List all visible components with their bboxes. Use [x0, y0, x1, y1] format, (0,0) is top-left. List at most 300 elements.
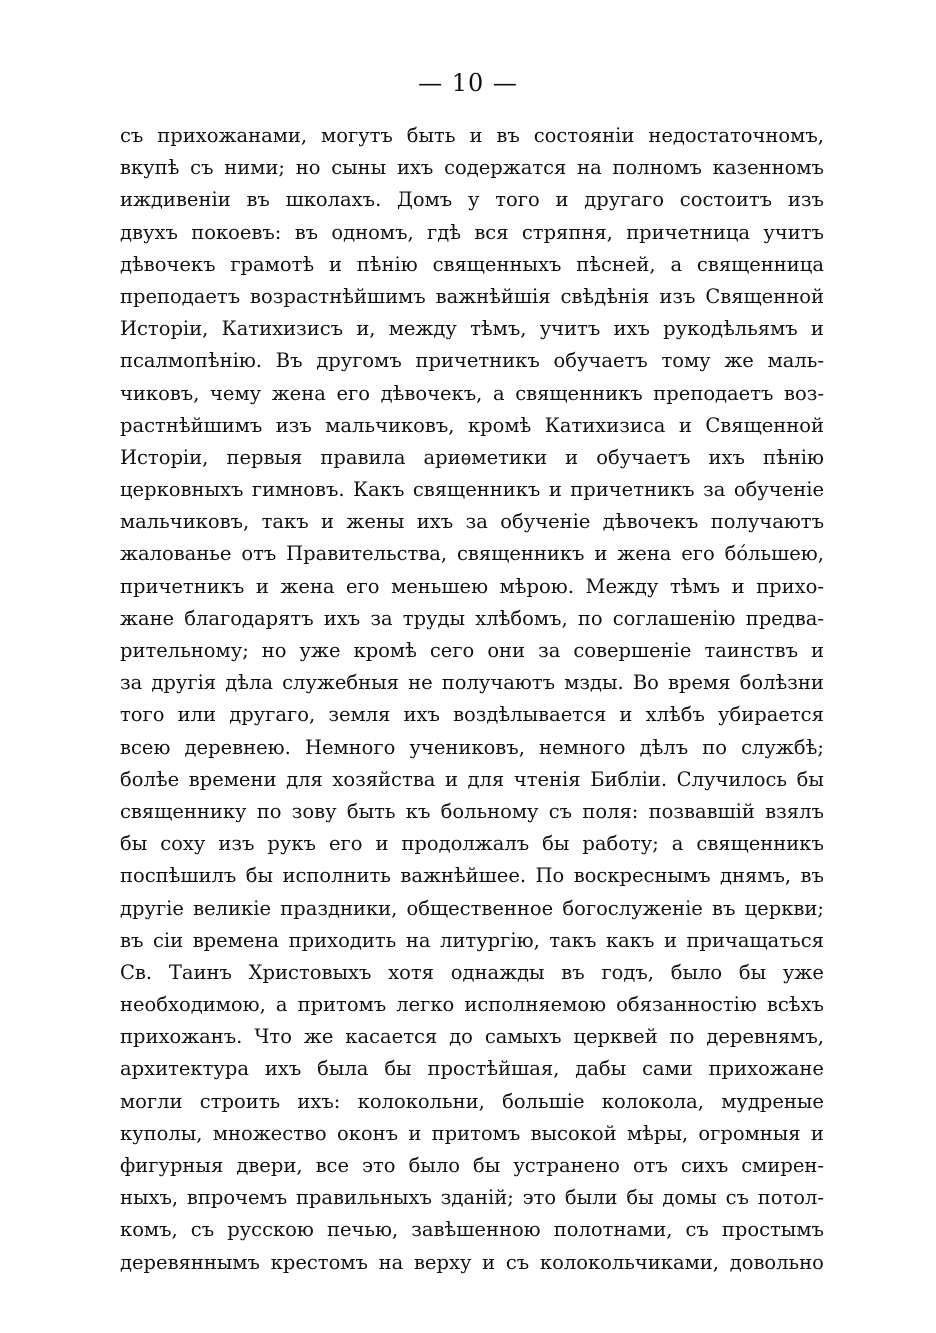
- word: и: [811, 639, 824, 662]
- word: другомъ: [316, 349, 402, 373]
- word: школахъ.: [285, 188, 382, 212]
- word: Въ: [275, 349, 303, 373]
- word: Случилось: [676, 767, 788, 791]
- word: Таинъ: [168, 960, 232, 984]
- word: другiя: [151, 671, 217, 695]
- word: изъ: [275, 413, 312, 437]
- word: въ: [800, 864, 824, 888]
- word: другаго,: [229, 703, 316, 727]
- word: хозяйства: [332, 767, 436, 791]
- word: однажды: [450, 960, 545, 984]
- word: рительному;: [120, 639, 249, 662]
- word: и: [663, 928, 677, 952]
- word: мѣры,: [626, 1121, 689, 1145]
- text-line: [120, 152, 824, 184]
- word: деревнею.: [184, 735, 291, 759]
- word: причетникъ: [570, 478, 695, 502]
- word: мудреные: [721, 1089, 824, 1113]
- word: воздѣлывается: [453, 703, 607, 727]
- word: взялъ: [765, 799, 824, 823]
- word: предва-: [745, 606, 824, 630]
- word: продолжалъ: [401, 832, 530, 856]
- word: годъ,: [601, 960, 655, 984]
- word: Исторiи,: [120, 445, 209, 469]
- text-line: [120, 603, 824, 635]
- word: сихъ: [680, 1154, 729, 1177]
- word: церкви;: [744, 896, 824, 920]
- word: состоянiи: [533, 124, 635, 147]
- word: работу;: [582, 832, 659, 856]
- word: для: [467, 767, 505, 791]
- word: прихожанами,: [157, 124, 308, 147]
- text-line: [120, 1247, 824, 1279]
- word: по: [577, 606, 603, 630]
- word: кромѣ: [353, 639, 417, 662]
- word: получаютъ: [441, 671, 556, 695]
- word: ихъ: [264, 1057, 302, 1081]
- text-line: [120, 957, 824, 989]
- word: зову: [291, 799, 337, 823]
- word: получаютъ: [710, 510, 824, 534]
- word: бы: [542, 832, 570, 856]
- word: не: [408, 671, 433, 695]
- word: Катихизисъ: [221, 317, 344, 341]
- word: поля:: [582, 799, 639, 823]
- word: уже: [299, 639, 341, 662]
- word: и: [555, 188, 569, 212]
- word: рукъ: [267, 832, 316, 856]
- word: и: [255, 574, 269, 598]
- word: притомъ: [431, 1121, 521, 1145]
- word: пѣсней,: [576, 252, 656, 276]
- word: возрастнѣйшимъ: [250, 284, 426, 308]
- word: его: [336, 381, 370, 405]
- word: обученiе: [733, 478, 824, 502]
- text-line: [120, 1214, 824, 1246]
- text-line: [120, 378, 824, 410]
- word: прихожане: [708, 1057, 824, 1081]
- word: приходить: [288, 928, 397, 952]
- word: фигурныя: [120, 1154, 224, 1177]
- word: первыя: [226, 445, 303, 469]
- word: маль-: [767, 349, 824, 373]
- word: соху: [160, 832, 206, 856]
- word: жена: [280, 574, 335, 598]
- body-text: [120, 120, 824, 1279]
- word: въ: [294, 220, 319, 244]
- word: покоевъ:: [191, 220, 282, 244]
- word: гдѣ: [427, 220, 461, 244]
- word: воскреснымъ: [573, 864, 711, 888]
- word: пѣнiю: [763, 445, 824, 469]
- word: уже: [782, 960, 824, 984]
- word: смирен-: [741, 1154, 824, 1177]
- word: содержатся: [444, 156, 567, 180]
- word: съ: [548, 799, 573, 823]
- text-line: [120, 313, 824, 345]
- word: бы: [473, 1154, 501, 1177]
- word: чиковъ,: [120, 381, 200, 405]
- word: и: [594, 542, 608, 566]
- word: Христовыхъ: [248, 960, 372, 984]
- word: въ: [561, 960, 585, 984]
- word: его: [328, 832, 363, 856]
- word: въ: [712, 896, 736, 920]
- word: верху: [413, 1250, 472, 1274]
- text-line: [120, 249, 824, 281]
- word: церковныхъ: [120, 478, 244, 502]
- word: и: [444, 767, 458, 791]
- word: бы: [384, 1057, 412, 1081]
- word: довольно: [729, 1250, 824, 1274]
- word: сыны: [331, 156, 387, 180]
- word: Домъ: [397, 188, 453, 212]
- word: за: [120, 671, 143, 695]
- word: гимновъ.: [251, 478, 345, 502]
- word: свѣдѣнiя: [560, 284, 650, 308]
- word: литургiю,: [440, 928, 540, 952]
- word: правила: [320, 445, 406, 469]
- word: поспѣшилъ: [120, 864, 237, 888]
- word: днямъ,: [720, 864, 792, 888]
- word: причетница: [626, 220, 751, 244]
- word: комъ,: [120, 1218, 178, 1242]
- word: его: [681, 542, 715, 566]
- word: самыхъ: [484, 1025, 562, 1049]
- word: ихъ: [613, 317, 650, 341]
- word: огромныя: [698, 1121, 801, 1145]
- word: за: [538, 639, 561, 662]
- word: у: [467, 188, 480, 212]
- word: богослуженiе: [562, 896, 703, 920]
- word: стряпня,: [521, 220, 613, 244]
- word: это: [362, 1154, 396, 1177]
- word: дѣла: [225, 671, 274, 695]
- word: домы: [662, 1186, 717, 1210]
- word: на: [378, 1250, 404, 1274]
- word: ними;: [224, 156, 285, 180]
- text-line: [120, 1086, 824, 1118]
- text-line: [120, 667, 824, 699]
- word: Какъ: [353, 478, 405, 502]
- word: По: [535, 864, 565, 888]
- word: и: [328, 252, 342, 276]
- word: Священной: [705, 284, 824, 308]
- word: ихъ:: [297, 1089, 341, 1113]
- text-line: [120, 281, 824, 313]
- word: въ: [496, 124, 520, 147]
- text-line: [120, 120, 824, 152]
- word: важнѣйшее.: [400, 864, 527, 888]
- word: службѣ;: [741, 735, 824, 759]
- word: и: [565, 445, 579, 469]
- word: ихъ: [323, 606, 361, 630]
- word: но: [295, 156, 321, 180]
- word: и: [678, 413, 692, 437]
- word: могутъ: [321, 124, 393, 147]
- word: по: [256, 799, 282, 823]
- word: всѣхъ: [766, 993, 824, 1017]
- word: простѣйшая,: [427, 1057, 560, 1081]
- word: и: [482, 1250, 496, 1274]
- word: быть: [406, 124, 456, 147]
- word: жалованье: [120, 542, 232, 566]
- word: время: [668, 671, 731, 695]
- word: касается: [345, 1025, 438, 1049]
- word: полотнами,: [553, 1218, 673, 1242]
- word: больному: [440, 799, 539, 823]
- word: притомъ: [297, 993, 387, 1017]
- word: до: [449, 1025, 473, 1049]
- word: устранено: [513, 1154, 620, 1177]
- text-line: [120, 1021, 824, 1053]
- word: въ: [246, 188, 270, 212]
- word: Между: [585, 574, 659, 598]
- word: потол-: [757, 1186, 824, 1210]
- word: вся: [474, 220, 509, 244]
- word: жена: [617, 542, 672, 566]
- word: бы: [796, 767, 824, 791]
- word: обязанностiю: [616, 993, 757, 1017]
- word: мальчиковъ,: [120, 510, 250, 534]
- word: архитектура: [120, 1057, 249, 1081]
- text-line: [120, 732, 824, 764]
- word: оконъ: [336, 1121, 399, 1145]
- word: важнѣйшiя: [435, 284, 551, 308]
- word: простымъ: [721, 1218, 824, 1242]
- word: священникъ: [457, 542, 585, 566]
- word: жена: [271, 381, 326, 405]
- word: ныхъ,: [120, 1186, 179, 1210]
- word: въ: [120, 928, 144, 952]
- word: и: [469, 124, 483, 147]
- word: соглашенiю: [612, 606, 736, 630]
- word: Священной: [705, 413, 824, 437]
- word: дѣвочекъ: [120, 252, 216, 276]
- word: колокола,: [601, 1089, 704, 1113]
- word: причетникъ: [415, 349, 540, 373]
- text-line: [120, 925, 824, 957]
- word: бóльшею,: [724, 542, 824, 566]
- word: совершенiе: [573, 639, 692, 662]
- word: и,: [356, 317, 376, 341]
- word: Катихизиса: [544, 413, 666, 437]
- word: такъ: [261, 510, 309, 534]
- word: казенномъ: [712, 156, 824, 180]
- word: по: [669, 1025, 695, 1049]
- word: между: [388, 317, 457, 341]
- word: быть: [346, 799, 396, 823]
- word: и: [619, 703, 633, 727]
- word: ариѳметики: [423, 445, 548, 469]
- word: исполнить: [282, 864, 391, 888]
- word: съ: [725, 1186, 749, 1210]
- text-line: [120, 828, 824, 860]
- word: Правительства,: [286, 542, 448, 566]
- word: и: [408, 1121, 422, 1145]
- text-line: [120, 635, 824, 667]
- text-line: [120, 410, 824, 442]
- word: множество: [212, 1121, 327, 1145]
- word: были: [564, 1186, 618, 1210]
- word: причащаться: [686, 928, 824, 952]
- word: общественное: [406, 896, 554, 920]
- word: хотя: [388, 960, 434, 984]
- word: было: [408, 1154, 460, 1177]
- word: такъ: [549, 928, 597, 952]
- word: колокольни,: [357, 1089, 485, 1113]
- word: и: [375, 832, 389, 856]
- word: Во: [632, 671, 659, 695]
- word: причетникъ: [120, 574, 245, 598]
- word: было: [670, 960, 723, 984]
- text-line: [120, 764, 824, 796]
- word: сего: [429, 639, 475, 662]
- word: священнику: [120, 799, 247, 823]
- word: таинствъ: [704, 639, 798, 662]
- word: болѣе: [120, 767, 180, 791]
- word: полномъ: [612, 156, 702, 180]
- word: дабы: [575, 1057, 627, 1081]
- word: священница: [696, 252, 824, 276]
- word: печью,: [326, 1218, 399, 1242]
- text-line: [120, 989, 824, 1021]
- word: куполы,: [120, 1121, 203, 1145]
- word: другiе: [120, 896, 184, 920]
- word: бы: [245, 864, 274, 888]
- word: Немного: [304, 735, 396, 759]
- word: одномъ,: [331, 220, 414, 244]
- word: легко: [396, 993, 455, 1017]
- word: хлѣбъ: [645, 703, 705, 727]
- word: обучаетъ: [596, 445, 691, 469]
- text-line: [120, 506, 824, 538]
- word: мѣрою.: [499, 574, 574, 598]
- word: священникъ: [412, 478, 541, 502]
- text-line: [120, 474, 824, 506]
- text-line: [120, 538, 824, 570]
- word: для: [286, 767, 323, 791]
- word: его: [346, 574, 380, 598]
- word: другаго: [584, 188, 665, 212]
- word: растнѣйшимъ: [120, 413, 263, 437]
- text-line: [120, 1150, 824, 1182]
- word: могли: [120, 1089, 183, 1113]
- word: рукодѣльямъ: [663, 317, 798, 341]
- word: грамотѣ: [230, 252, 315, 276]
- word: преподаетъ: [120, 284, 241, 308]
- word: дѣлъ: [639, 735, 689, 759]
- word: Что: [254, 1025, 292, 1049]
- word: священникъ: [696, 832, 824, 856]
- word: отъ: [241, 542, 277, 566]
- word: бы: [120, 832, 148, 856]
- word: на: [405, 928, 431, 952]
- word: двухъ: [120, 220, 178, 244]
- word: за: [465, 510, 488, 534]
- word: болѣзни: [739, 671, 824, 695]
- word: необходимою,: [120, 993, 266, 1017]
- word: русскою: [227, 1218, 314, 1242]
- page-number: — 10 —: [418, 69, 518, 97]
- word: убирается: [718, 703, 824, 727]
- text-line: [120, 184, 824, 216]
- word: по: [702, 735, 727, 759]
- word: но: [261, 639, 287, 662]
- word: это: [522, 1186, 557, 1210]
- text-line: [120, 442, 824, 474]
- word: тѣмъ: [669, 574, 721, 598]
- word: обученiе: [500, 510, 591, 534]
- word: завѣшенною: [411, 1218, 541, 1242]
- word: позвавшiй: [648, 799, 755, 823]
- word: учениковъ,: [409, 735, 525, 759]
- word: кромѣ: [467, 413, 532, 437]
- text-line: [120, 1182, 824, 1214]
- word: прихожанъ.: [120, 1025, 243, 1049]
- text-line: [120, 699, 824, 731]
- word: съ: [685, 1218, 709, 1242]
- word: за: [370, 606, 393, 630]
- word: а: [670, 252, 683, 276]
- word: меньшею: [391, 574, 489, 598]
- word: сiи: [152, 928, 184, 952]
- text-line: [120, 893, 824, 925]
- word: священныхъ: [432, 252, 562, 276]
- word: великiе: [193, 896, 272, 920]
- word: учитъ: [539, 317, 601, 341]
- word: хлѣбомъ,: [475, 606, 568, 630]
- word: обучаетъ: [553, 349, 648, 373]
- word: церквей: [573, 1025, 658, 1049]
- word: священникъ: [515, 381, 643, 405]
- word: земля: [328, 703, 391, 727]
- word: же: [303, 1025, 334, 1049]
- text-line: [120, 217, 824, 249]
- word: чтенiя: [513, 767, 581, 791]
- word: къ: [405, 799, 431, 823]
- word: дѣвочекъ,: [380, 381, 483, 405]
- word: немного: [539, 735, 626, 759]
- word: деревяннымъ: [120, 1250, 260, 1274]
- word: все: [315, 1154, 350, 1177]
- text-line: [120, 1118, 824, 1150]
- text-line: [120, 860, 824, 892]
- word: служебныя: [282, 671, 399, 695]
- word: или: [177, 703, 217, 727]
- word: времени: [188, 767, 277, 791]
- word: Св.: [120, 960, 153, 984]
- word: мзды.: [564, 671, 624, 695]
- word: съ: [120, 124, 144, 147]
- word: же: [724, 349, 754, 373]
- word: зданiй;: [440, 1186, 514, 1210]
- word: исполняемою: [464, 993, 607, 1017]
- text-line: [120, 571, 824, 603]
- word: правильныхъ: [295, 1186, 432, 1210]
- word: мальчиковъ,: [325, 413, 455, 437]
- word: а: [671, 832, 684, 856]
- word: бы: [626, 1186, 654, 1210]
- word: съ: [505, 1250, 530, 1274]
- word: съ: [190, 1218, 215, 1242]
- word: пѣнiю: [356, 252, 418, 276]
- word: они: [487, 639, 526, 662]
- word: а: [275, 993, 288, 1017]
- word: тому: [661, 349, 711, 373]
- word: жане: [120, 606, 175, 630]
- word: воз-: [784, 381, 824, 405]
